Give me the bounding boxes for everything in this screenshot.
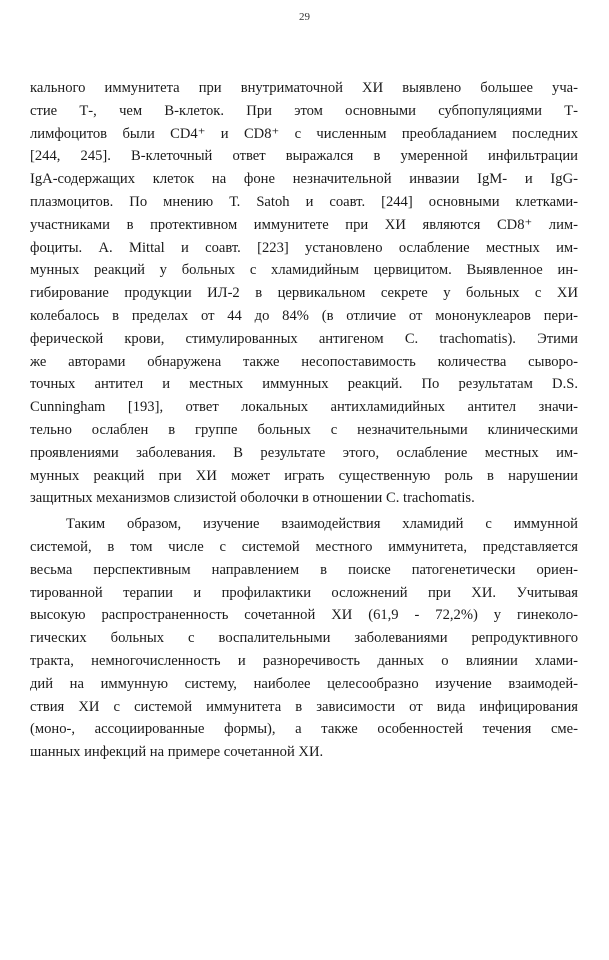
paragraph xyxy=(30,513,578,764)
text-line: IgA-содержащих клеток на фоне незначительной инвазии IgM- и IgG- xyxy=(30,171,578,188)
text-line: ствия ХИ с системой иммунитета в зависимости от вида инфицирования xyxy=(30,698,578,715)
text-line: колебалось в пределах от 44 до 84% (в отличие от мононуклеаров пери- xyxy=(30,307,578,324)
page-number: 29 xyxy=(299,11,310,23)
text-line: тракта, немногочисленность и разноречивость данных о влиянии хлами- xyxy=(30,652,578,669)
text-line: Cunningham [193], ответ локальных антихламидийных антител значи- xyxy=(30,399,578,416)
text-line: ферической крови, стимулированных антигеном C. trachomatis). Этими xyxy=(30,330,578,347)
text-line: мунных реакций при ХИ может играть существенную роль в нарушении xyxy=(30,467,578,484)
text-line: весьма перспективным направлением в поиске патогенетически ориен- xyxy=(30,561,578,578)
text-line: лимфоцитов были CD4⁺ и CD8⁺ с численным преобладанием последних xyxy=(30,125,578,142)
text-line: высокую распространенность сочетанной ХИ (61,9 - 72,2%) у гинеколо- xyxy=(30,607,578,624)
paragraph xyxy=(30,77,578,510)
text-line: [244, 245]. В-клеточный ответ выражался в умеренной инфильтрации xyxy=(30,148,578,165)
text-line: кального иммунитета при внутриматочной ХИ выявлено большее уча- xyxy=(30,80,578,96)
text-line: (моно-, ассоциированные формы), а также особенностей течения сме- xyxy=(30,721,578,738)
text-line: дий на иммунную систему, наиболее целесообразно изучение взаимодей- xyxy=(30,675,578,692)
text-line: точных антител и местных иммунных реакций. По результатам D.S. xyxy=(30,376,578,393)
text-line: Таким образом, изучение взаимодействия хламидий с иммунной xyxy=(66,516,578,533)
text-line: тированной терапии и профилактики осложнений при ХИ. Учитывая xyxy=(30,584,578,601)
body-text xyxy=(30,77,578,764)
text-line: проявлениями заболевания. В результате этого, ослабление местных им- xyxy=(30,444,578,461)
text-line: гических больных с воспалительными заболеваниями репродуктивного xyxy=(30,630,578,647)
text-line: мунных реакций у больных с хламидийным цервицитом. Выявленное ин- xyxy=(30,262,578,279)
text-line: фоциты. A. Mittal и соавт. [223] установлено ослабление местных им- xyxy=(30,239,578,256)
text-line: тельно ослаблен в группе больных с незначительными клиническими xyxy=(30,421,578,438)
text-line: участниками в протективном иммунитете при ХИ являются CD8⁺ лим- xyxy=(30,216,578,233)
text-line: стие Т-, чем В-клеток. При этом основными субпопуляциями Т- xyxy=(30,102,578,119)
text-line: плазмоцитов. По мнению Т. Satoh и соавт. [244] основными клетками- xyxy=(30,193,578,210)
text-line: защитных механизмов слизистой оболочки в отношении C. trachomatis. xyxy=(30,490,475,507)
text-line: гибирование продукции ИЛ-2 в цервикальном секрете у больных с ХИ xyxy=(30,285,578,302)
text-line: же авторами обнаружена также несопоставимость количества сыворо- xyxy=(30,353,578,370)
text-line: системой, в том числе с системой местного иммунитета, представляется xyxy=(30,538,578,555)
text-line: шанных инфекций на примере сочетанной ХИ. xyxy=(30,744,324,761)
